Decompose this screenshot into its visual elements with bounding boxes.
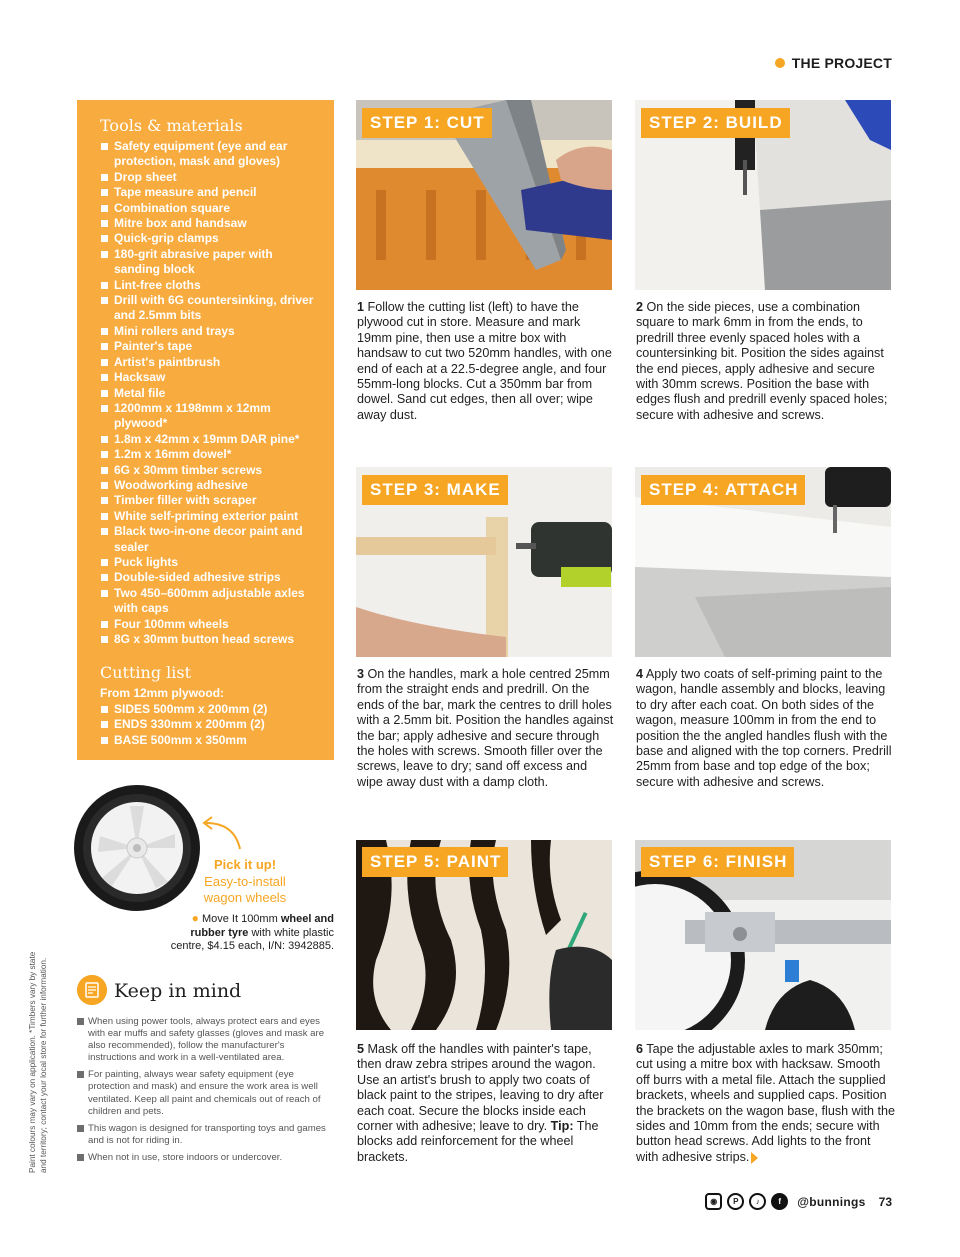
tools-list — [100, 139, 322, 647]
tools-title: Tools & materials — [100, 116, 243, 135]
step-1-number: 1 — [357, 300, 365, 314]
cutting-item: ENDS 330mm x 200mm (2) — [100, 717, 322, 732]
tools-item: Metal file — [100, 386, 322, 401]
step-5-number: 5 — [357, 1042, 365, 1056]
tools-item: White self-priming exterior paint — [100, 509, 322, 524]
caption-bold: wheel and rubber tyre — [190, 913, 334, 939]
wheel-caption — [162, 912, 334, 954]
step-6-label: STEP 6: FINISH — [641, 847, 794, 877]
step-3-number: 3 — [357, 667, 365, 681]
social-handle: @bunnings — [797, 1194, 866, 1209]
tools-item: Four 100mm wheels — [100, 617, 322, 632]
step-4-body: Apply two coats of self-priming paint to the wagon, handle assembly and blocks, leaving to dry after each coat. On both sides of the wagon, measure 100mm in from the end to position the the angled handles flush with the base and aligned with the top corners. Predrill 25mm from base and top edge of the box; secure with adhesive and screws. — [636, 667, 892, 789]
step-3-label: STEP 3: MAKE — [362, 475, 508, 505]
tools-item: Double-sided adhesive strips — [100, 570, 322, 585]
tools-item: Drill with 6G countersinking, driver and 2.5mm bits — [100, 293, 322, 324]
tools-item: 1.8m x 42mm x 19mm DAR pine* — [100, 432, 322, 447]
keep-in-mind-item: When using power tools, always protect ears and eyes with ear muffs and safety glasses (gloves and mask are also recommended), follow the manufacturer's instructions and work in a well-ventilated area. — [77, 1016, 327, 1064]
keep-in-mind-title: Keep in mind — [114, 980, 242, 1002]
caption-suffix: with white plastic centre, $4.15 each, I/N: 3942885. — [170, 926, 334, 953]
step-2-label: STEP 2: BUILD — [641, 108, 790, 138]
pinterest-icon[interactable]: P — [727, 1193, 744, 1210]
tools-item: 8G x 30mm button head screws — [100, 632, 322, 647]
step-4-label: STEP 4: ATTACH — [641, 475, 805, 505]
continue-arrow-icon — [751, 1152, 758, 1164]
notepad-icon — [77, 975, 107, 1005]
tools-item: Painter's tape — [100, 339, 322, 354]
tools-item: Puck lights — [100, 555, 322, 570]
promo-callout — [190, 857, 300, 907]
promo-line-2: wagon wheels — [203, 890, 287, 905]
step-5-tip-label: Tip: — [550, 1119, 574, 1134]
tools-item: Black two-in-one decor paint and sealer — [100, 524, 322, 555]
tools-item: Timber filler with scraper — [100, 493, 322, 508]
step-4-text — [636, 667, 894, 790]
step-1-body: Follow the cutting list (left) to have the plywood cut in store. Measure and mark 19mm pine, then use a mitre box with handsaw to cut two 520mm handles, with one end of each at a 22.5-degree angle, and four 55mm-long blocks. Cut a 350mm bar from dowel. Sand cut edges, then all over; wipe away dust. — [357, 300, 612, 422]
keep-in-mind-list — [77, 1016, 327, 1169]
tools-panel — [77, 100, 334, 760]
section-dot-icon — [775, 58, 785, 68]
step-6-body: Tape the adjustable axles to mark 350mm; cut using a mitre box with hacksaw. Smooth off burrs with a metal file. Attach the supplied brackets, wheels and supplied caps. Position the brackets on the wagon base, flush with the sides and 10mm from the ends; secure with button head screws. Add lights to the front with adhesive strips. — [636, 1042, 896, 1164]
cutting-list — [100, 702, 322, 748]
keep-in-mind-item: When not in use, store indoors or undercover. — [77, 1152, 327, 1164]
tools-item: Safety equipment (eye and ear protection, mask and gloves) — [100, 139, 322, 170]
page-number: 73 — [878, 1194, 892, 1209]
step-5-tip-text: The blocks add reinforcement for the wheel brackets. — [357, 1119, 599, 1164]
tools-item: Drop sheet — [100, 170, 322, 185]
tools-item: Mitre box and handsaw — [100, 216, 322, 231]
tools-item: Tape measure and pencil — [100, 185, 322, 200]
tools-item: 1200mm x 1198mm x 12mm plywood* — [100, 401, 322, 432]
tools-item: Two 450–600mm adjustable axles with caps — [100, 586, 322, 617]
step-2-text — [636, 300, 894, 423]
step-5-label: STEP 5: PAINT — [362, 847, 508, 877]
keep-in-mind-item: This wagon is designed for transporting toys and games and is not for riding in. — [77, 1123, 327, 1147]
cutting-from: From 12mm plywood: — [100, 686, 225, 701]
step-3-body: On the handles, mark a hole centred 25mm from the straight ends and predrill. On the ends of the bar, mark the centres to drill holes with a 2.5mm bit. Position the handles against the bar; apply adhesive and secure through the holes with screws. Smooth filler over the screws, leave to dry; sand off excess and wipe away dust with a damp cloth. — [357, 667, 614, 789]
tools-item: Combination square — [100, 201, 322, 216]
bullet-dot-icon: ● — [191, 911, 199, 925]
wheel-image — [72, 782, 202, 914]
step-2-number: 2 — [636, 300, 644, 314]
curved-arrow-icon — [198, 815, 248, 855]
cutting-item: SIDES 500mm x 200mm (2) — [100, 702, 322, 717]
promo-line-1: Easy-to-install — [204, 873, 286, 889]
tools-item: 6G x 30mm timber screws — [100, 463, 322, 478]
tools-item: Quick-grip clamps — [100, 231, 322, 246]
tiktok-icon[interactable]: ♪ — [749, 1193, 766, 1210]
tools-item: Mini rollers and trays — [100, 324, 322, 339]
facebook-icon[interactable]: f — [771, 1193, 788, 1210]
tools-item: 1.2m x 16mm dowel* — [100, 447, 322, 462]
section-tag — [775, 55, 892, 71]
cutting-list-title: Cutting list — [100, 663, 192, 683]
tools-item: Artist's paintbrush — [100, 355, 322, 370]
tools-item: 180-grit abrasive paper with sanding block — [100, 247, 322, 278]
step-4-number: 4 — [636, 667, 644, 681]
step-5-body: Mask off the handles with painter's tape, then draw zebra stripes around the wagon. Use an artist's brush to apply two coats of black paint to the stripes, leaving to dry after each coat. Secure the blocks inside each corner with adhesive; leave to dry. — [357, 1042, 604, 1134]
step-6-text — [636, 1042, 896, 1165]
cutting-item: BASE 500mm x 350mm — [100, 733, 322, 748]
promo-heading: Pick it up! — [213, 857, 277, 872]
step-1-label: STEP 1: CUT — [362, 108, 492, 138]
step-3-text — [357, 667, 615, 790]
tools-item: Woodworking adhesive — [100, 478, 322, 493]
caption-prefix: Move It 100mm — [201, 913, 281, 925]
tools-item: Lint-free cloths — [100, 278, 322, 293]
step-6-number: 6 — [636, 1042, 644, 1056]
section-label: THE PROJECT — [791, 55, 892, 71]
instagram-icon[interactable]: ◉ — [705, 1193, 722, 1210]
step-2-body: On the side pieces, use a combination square to mark 6mm in from the ends, to predrill three evenly spaced holes with a countersinking bit. Position the sides against the end pieces, apply adhesive and secure with 30mm screws. Position the base with edges flush and predrill evenly spaced holes; secure with adhesive and screws. — [636, 300, 888, 422]
tools-item: Hacksaw — [100, 370, 322, 385]
step-1-text — [357, 300, 615, 423]
footer — [705, 1193, 892, 1210]
step-5-text — [357, 1042, 615, 1165]
side-note: Paint colours may vary on application. *Timbers vary by state and territory; contact your local store for further information. — [28, 951, 48, 1173]
keep-in-mind-item: For painting, always wear safety equipment (eye protection and mask) and ensure the work area is well ventilated. Keep all paint and chemicals out of reach of children and pets. — [77, 1069, 327, 1117]
